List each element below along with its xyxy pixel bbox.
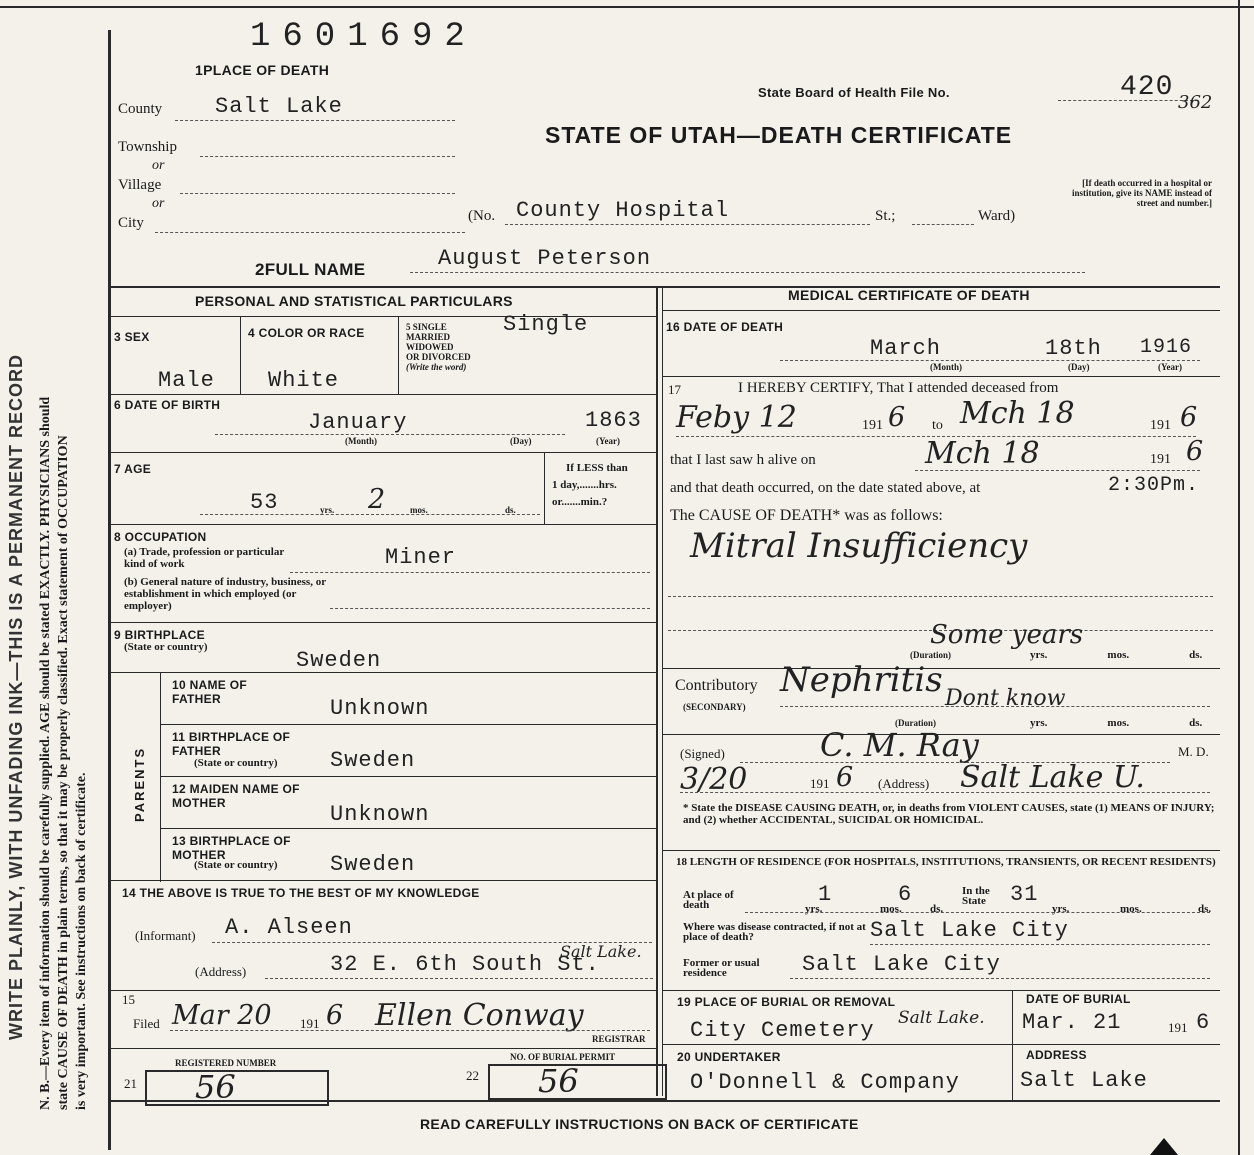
cause-label: The CAUSE OF DEATH* was as follows:	[670, 507, 943, 524]
filed-year: 6	[326, 1000, 344, 1031]
margin-line-2: N. B.—Every item of information should be carefully supplied. AGE should be stated EXACTLY. PHYSICIANS should	[38, 396, 53, 1110]
former-label: Former or usual residence	[683, 957, 760, 979]
marital-value: Single	[503, 312, 589, 337]
signed-year-prefix: 191	[810, 776, 830, 791]
burial-year-prefix: 191	[1168, 1020, 1188, 1035]
father-birthplace-value: Sweden	[330, 748, 416, 773]
signed-address: Salt Lake U.	[960, 760, 1145, 795]
undertaker-label: 20 UNDERTAKER	[677, 1050, 781, 1064]
reg-num-label: REGISTERED NUMBER	[175, 1058, 277, 1068]
at-place-yrs-caption: yrs.	[805, 903, 823, 915]
signed-label: (Signed)	[680, 746, 725, 761]
township-label: Township	[118, 139, 177, 155]
attended-from-year: 6	[888, 402, 906, 433]
death-time-text: and that death occurred, on the date stated above, at	[670, 480, 981, 496]
corner-mark	[1150, 1138, 1178, 1155]
reg-num-value: 56	[195, 1068, 236, 1106]
at-place-ds-caption: ds.	[930, 903, 944, 915]
village-label: Village	[118, 177, 162, 193]
residence-label: 18 LENGTH OF RESIDENCE (FOR HOSPITALS, INSTITUTIONS, TRANSIENTS, OR RECENT RESIDENTS)	[676, 856, 1216, 868]
footnote: * State the DISEASE CAUSING DEATH, or, in deaths from VIOLENT CAUSES, state (1) MEANS OF INJURY; and (2) whether ACCIDENTAL, SUICIDAL OR HOMICIDAL.	[683, 802, 1215, 826]
signed-year: 6	[836, 762, 854, 793]
burial-permit-prefix: 22	[466, 1068, 479, 1083]
in-state-ds-caption: ds.	[1198, 903, 1212, 915]
age-mos-caption: mos.	[410, 505, 428, 515]
occupation-value: Miner	[385, 545, 457, 570]
last-saw-year: 6	[1186, 436, 1204, 467]
duration-value-1: Some years	[930, 620, 1084, 650]
full-name-label: 2FULL NAME	[255, 260, 366, 279]
age-months: 2	[368, 484, 386, 515]
in-state-mos-caption: mos.	[1120, 903, 1142, 915]
certify-text: I HEREBY CERTIFY, That I attended deceased from	[738, 380, 1059, 396]
md-label: M. D.	[1178, 744, 1209, 759]
attended-to-prefix: 191	[1150, 418, 1171, 433]
occupation-b-label: (b) General nature of industry, business, or establishment in which employed (or employer)	[124, 576, 326, 612]
undertaker-value: O'Donnell & Company	[690, 1070, 960, 1095]
dob-month: January	[308, 410, 408, 435]
state-file-number: 420	[1120, 72, 1174, 103]
st-label: St.;	[875, 208, 896, 224]
filed-number: 15	[122, 992, 135, 1007]
contributory-value: Nephritis	[780, 660, 943, 700]
burial-permit-label: NO. OF BURIAL PERMIT	[510, 1052, 616, 1062]
state-file-label: State Board of Health File No.	[758, 85, 950, 100]
death-time: 2:30Pm.	[1108, 474, 1200, 497]
race-value: White	[268, 368, 340, 393]
mother-birthplace-label: 13 BIRTHPLACE OF MOTHER	[172, 834, 291, 862]
county-label: County	[118, 101, 163, 117]
duration-units-1: yrs. mos. ds.	[1030, 649, 1203, 661]
dob-day-caption: (Day)	[510, 436, 532, 446]
filed-date: Mar 20	[172, 1000, 272, 1031]
race-label: 4 COLOR OR RACE	[248, 326, 365, 340]
attended-to: Mch 18	[960, 396, 1075, 431]
father-birthplace-sub: (State or country)	[194, 757, 278, 769]
dod-label: 16 DATE OF DEATH	[666, 320, 784, 334]
birthplace-sub: (State or country)	[124, 641, 208, 653]
personal-heading: PERSONAL AND STATISTICAL PARTICULARS	[195, 293, 513, 309]
burial-value: City Cemetery	[690, 1018, 875, 1043]
city-label: City	[118, 215, 144, 231]
sex-label: 3 SEX	[114, 330, 150, 344]
birthplace-value: Sweden	[296, 648, 382, 673]
secondary-label: (SECONDARY)	[683, 702, 746, 712]
burial-permit-value: 56	[538, 1062, 579, 1100]
signed-date: 3/20	[680, 762, 748, 797]
informant-address: 32 E. 6th South St.	[330, 952, 600, 977]
informant-address-label: (Address)	[195, 964, 247, 979]
grid-top	[108, 286, 1220, 288]
dod-month-caption: (Month)	[930, 362, 962, 372]
burial-date-label: DATE OF BURIAL	[1026, 992, 1131, 1006]
age-ds-caption: ds.	[505, 505, 516, 515]
informant-value: A. Alseen	[225, 915, 353, 940]
dod-day-caption: (Day)	[1068, 362, 1090, 372]
signed-value: C. M. Ray	[820, 726, 979, 764]
burial-year: 6	[1196, 1010, 1211, 1035]
footer-instructions: READ CAREFULLY INSTRUCTIONS ON BACK OF CERTIFICATE	[420, 1116, 859, 1132]
age-label: 7 AGE	[114, 462, 152, 476]
outer-right-border	[1238, 0, 1240, 1155]
contributory-label: Contributory	[675, 677, 758, 694]
filed-label: Filed	[133, 1016, 160, 1031]
in-state-yrs-caption: yrs.	[1052, 903, 1070, 915]
registrar-label: REGISTRAR	[592, 1034, 646, 1044]
top-border	[0, 6, 1254, 8]
dod-year: 1916	[1140, 336, 1193, 359]
age-yrs-caption: yrs.	[320, 505, 335, 515]
undertaker-address-label: ADDRESS	[1026, 1048, 1087, 1062]
attended-from-prefix: 191	[862, 418, 883, 433]
in-state-yrs: 31	[1010, 882, 1039, 907]
medical-heading: MEDICAL CERTIFICATE OF DEATH	[788, 287, 1030, 303]
document-title: STATE OF UTAH—DEATH CERTIFICATE	[545, 122, 1013, 148]
occupation-a-label: (a) Trade, profession or particular kind of work	[124, 546, 285, 570]
no-label: (No.	[468, 208, 496, 224]
sex-value: Male	[158, 368, 215, 393]
margin-line-4: is very important. See instructions on back of certificate.	[74, 772, 89, 1110]
contracted-value: Salt Lake City	[870, 918, 1069, 943]
dod-year-caption: (Year)	[1158, 362, 1182, 372]
informant-label: (Informant)	[135, 928, 196, 943]
dob-label: 6 DATE OF BIRTH	[114, 398, 221, 412]
hospital-note: [If death occurred in a hospital or institution, give its NAME instead of street and number.]	[1071, 178, 1212, 208]
at-place-label: At place of death	[683, 889, 734, 911]
attended-to-year: 6	[1180, 402, 1198, 433]
burial-label: 19 PLACE OF BURIAL OR REMOVAL	[677, 995, 896, 1009]
to-label: to	[932, 418, 943, 433]
father-birthplace-label: 11 BIRTHPLACE OF FATHER	[172, 730, 291, 758]
registrar-signature: Ellen Conway	[375, 998, 584, 1033]
duration-label-2: (Duration)	[895, 718, 936, 728]
dob-year: 1863	[585, 408, 642, 433]
institution-value: County Hospital	[516, 198, 730, 223]
duration-label-1: (Duration)	[910, 650, 951, 660]
middle-divider	[656, 286, 658, 1096]
birthplace-label: 9 BIRTHPLACE	[114, 628, 205, 642]
marital-labels: 5 SINGLE MARRIED WIDOWED OR DIVORCED (Write the word)	[406, 322, 471, 372]
last-saw-date: Mch 18	[925, 436, 1040, 471]
ward-label: Ward)	[978, 208, 1016, 224]
father-value: Unknown	[330, 696, 430, 721]
in-state-label: In the State	[962, 885, 990, 907]
former-value: Salt Lake City	[802, 952, 1001, 977]
filed-year-prefix: 191	[300, 1016, 320, 1031]
father-label: 10 NAME OF FATHER	[172, 678, 248, 706]
certify-number: 17	[668, 382, 681, 397]
at-place-yrs: 1	[818, 882, 833, 907]
mother-label: 12 MAIDEN NAME OF MOTHER	[172, 782, 300, 810]
or-label-2: or	[152, 196, 165, 211]
parents-label: PARENTS	[132, 746, 147, 822]
attended-from: Feby 12	[676, 400, 797, 435]
age-years: 53	[250, 490, 279, 515]
margin-line-3: state CAUSE OF DEATH in plain terms, so that it may be properly classified. Exact statement of OCCUPATION	[56, 435, 71, 1110]
burial-extra: Salt Lake.	[898, 1008, 985, 1028]
true-statement: 14 THE ABOVE IS TRUE TO THE BEST OF MY KNOWLEDGE	[122, 886, 480, 900]
cause-value: Mitral Insufficiency	[690, 526, 1028, 566]
place-of-death-label: 1PLACE OF DEATH	[195, 62, 330, 78]
dob-month-caption: (Month)	[345, 436, 377, 446]
state-file-sub: 362	[1178, 92, 1213, 113]
full-name-value: August Peterson	[438, 246, 652, 271]
informant-address-extra: Salt Lake.	[560, 942, 642, 961]
mother-value: Unknown	[330, 802, 430, 827]
burial-date: Mar. 21	[1022, 1010, 1122, 1035]
undertaker-address: Salt Lake	[1020, 1068, 1148, 1093]
contracted-label: Where was disease contracted, if not at place of death?	[683, 921, 866, 943]
duration-units-2: yrs. mos. ds.	[1030, 717, 1203, 729]
at-place-mos: 6	[898, 882, 913, 907]
at-place-mos-caption: mos.	[880, 903, 902, 915]
certificate-number: 1601692	[250, 18, 477, 56]
occupation-label: 8 OCCUPATION	[114, 530, 207, 544]
dod-month: March	[870, 336, 942, 361]
dod-day: 18th	[1045, 336, 1102, 361]
last-saw-prefix: 191	[1150, 452, 1171, 467]
mother-birthplace-sub: (State or country)	[194, 859, 278, 871]
margin-line-1: WRITE PLAINLY, WITH UNFADING INK—THIS IS A PERMANENT RECORD	[6, 353, 26, 1040]
duration-value-2: Dont know	[945, 686, 1066, 711]
dob-year-caption: (Year)	[596, 436, 620, 446]
county-value: Salt Lake	[215, 94, 343, 119]
reg-num-prefix: 21	[124, 1076, 137, 1091]
or-label-1: or	[152, 158, 165, 173]
last-saw-text: that I last saw h alive on	[670, 452, 816, 468]
signed-address-label: (Address)	[878, 776, 930, 791]
outer-left-border	[108, 30, 111, 1150]
less-than-labels: If LESS than 1 day,.......hrs. or.......min.?	[552, 462, 628, 508]
mother-birthplace-value: Sweden	[330, 852, 416, 877]
